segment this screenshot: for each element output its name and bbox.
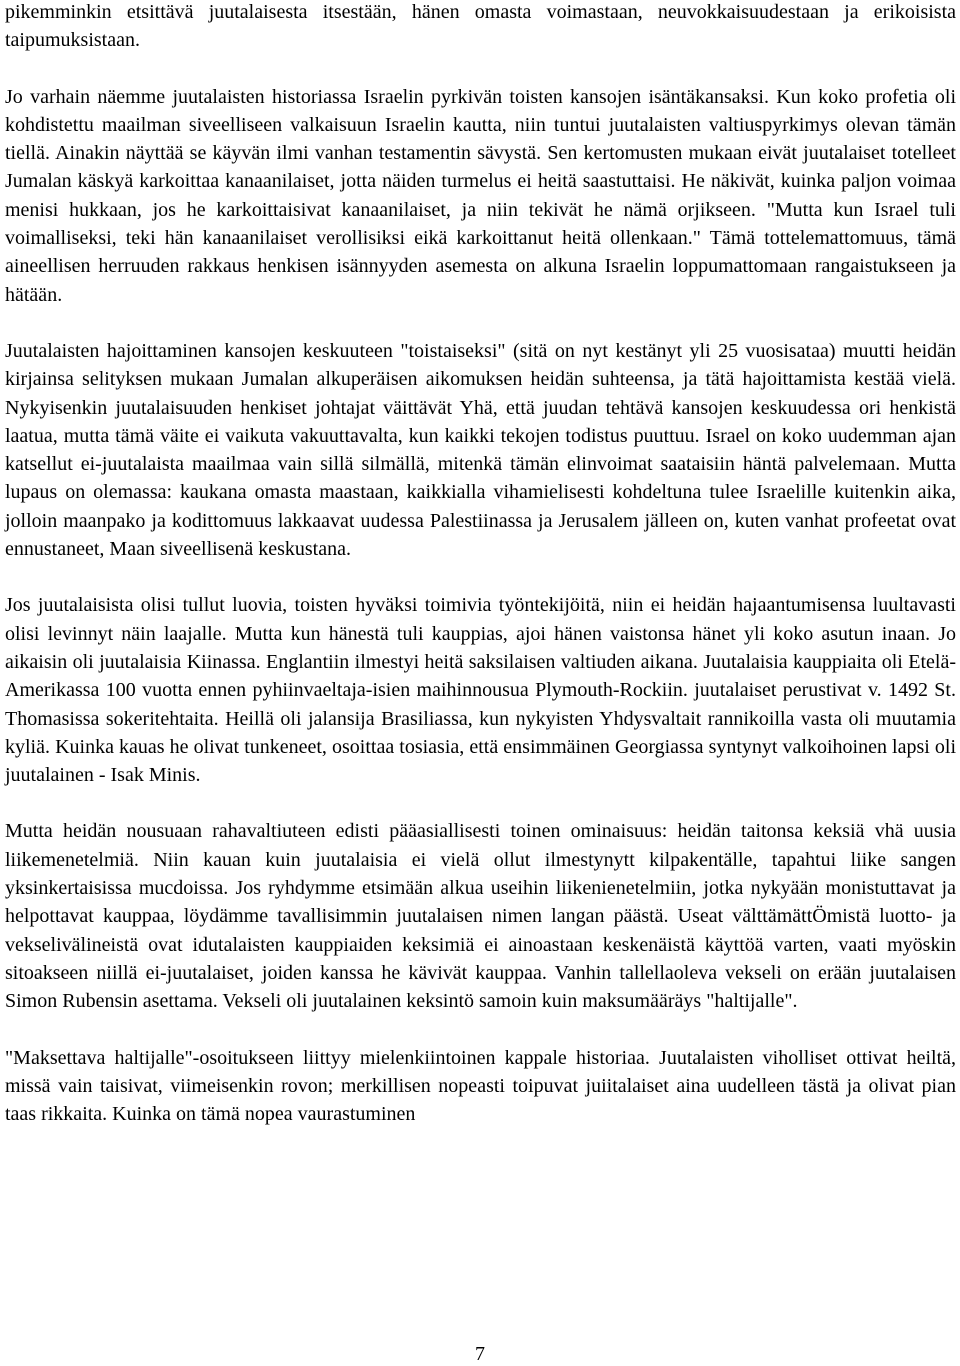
paragraph: Jo varhain näemme juutalaisten historiassa Israelin pyrkivän toisten kansojen isäntäkansaksi. Kun koko profetia oli kohdistettu maailman siveelliseen valkaisuun Israelin kautta, niin tuntui juutalaisten valtiuspyrkimys olevan tämän tiellä. Ainakin näyttää se käyvän ilmi vanhan testamentin sävystä. Sen kertomusten mukaan eivät juutalaiset totelleet Jumalan käskyä karkoittaa kanaanilaiset, jotta näiden turmelus ei heitä saastuttaisi. He näkivät, kuinka paljon voimaa menisi hukkaan, jos he karkoittaisivat kanaanilaiset, ja niin tekivät he nämä orjikseen. "Mutta kun Israel tuli voimalliseksi, teki hän kanaanilaiset verollisiksi eikä karkoittanut heitä ollenkaan." Tämä tottelemattomuus, tämä aineellisen herruuden rakkaus henkisen isännyyden asemesta on alkuna Israelin loppumattomaan rangaistukseen ja hätään.: [5, 85, 956, 306]
document-page: [5, 0, 956, 1128]
paragraph: Jos juutalaisista olisi tullut luovia, toisten hyväksi toimivia työntekijöitä, niin ei heidän hajaantumisensa luultavasti olisi levinnyt näin laajalle. Mutta kun hänestä tuli kauppias, ajoi hänen vaistonsa hänet yli koko asutun inaan. Jo aikaisin oli juutalaisia Kiinassa. Englantiin ilmestyi heitä saksilaisen valtiuden aikana. Juutalaisia kauppiaita oli Etelä-Amerikassa 100 vuotta ennen pyhiinvaeltaja-isien maihinnousua Plymouth-Rockiin. juutalaiset perustivat v. 1492 St. Thomasissa sokeritehtaita. Heillä oli jalansija Brasiliassa, kun nykyisten Yhdysvaltait rannikoilla vasta oli muutamia kyliä. Kuinka kauas he olivat tunkeneet, osoittaa tosiasia, että ensimmäinen Georgiassa syntynyt valkoihoinen lapsi oli juutalainen - Isak Minis.: [5, 594, 956, 787]
paragraph: "Maksettava haltijalle"-osoitukseen liittyy mielenkiintoinen kappale historiaa. Juutalaisten viholliset ottivat heiltä, missä vain taisivat, viimeisenkin rovon; merkillisen nopeasti toipuvat juiitalaiset aina uudelleen tästä ja olivat pian taas rikkaita. Kuinka on tämä nopea vaurastuminen: [5, 1046, 956, 1126]
paragraph: Juutalaisten hajoittaminen kansojen keskuuteen "toistaiseksi" (sitä on nyt kestänyt yli 25 vuosisataa) muutti heidän kirjainsa selityksen mukaan Jumalan alkuperäisen aikomuksen heidän suhteensa, ja tätä hajoittamista kestää vielä. Nykyisenkin juutalaisuuden henkiset johtajat väittävät Yhä, että juudan tehtävä kansojen keskuudessa ori henkistä laatua, mutta tämä väite ei vaikuta vakuuttavalta, kun kaikki tekojen todistus puuttuu. Israel on koko uudemman ajan katsellut ei-juutalaista maailmaa vain sillä silmällä, mitenkä tämän elinvoimat saataisiin häntä palvelemaan. Mutta lupaus on olemassa: kaukana omasta maastaan, kaikkialla vihamielisesti kohdeltuna tulee Israelille kuitenkin aika, jolloin maanpako ja kodittomuus lakkaavat uudessa Palestiinassa ja Jerusalem jälleen on, kuten vanhat profeetat ovat ennustaneet, Maan siveellisenä keskustana.: [5, 339, 956, 561]
page-number: 7: [475, 1343, 485, 1365]
paragraph: Mutta heidän nousuaan rahavaltiuteen edisti pääasiallisesti toinen ominaisuus: heidän taitonsa keksiä vhä uusia liikemenetelmiä. Niin kauan kuin juutalaisia ei vielä ollut ilmestynytt kilpakentälle, tapahtui liike sangen yksinkertaisissa mucdoissa. Jos ryhdymme etsimään alkua useihin liikenienetelmiin, jotka nykyään monistuttavat ja helpottavat kauppaa, löydämme tavallisimmin juutalaisen nimen langan päästä. Useat välttämättÖmistä luotto- ja vekselivälineistä ovat idutalaisten kauppiaiden keksimiä ei ainoastaan keskenäistä käyttöä varten, vaati myöskin sitoakseen niillä ei-juutalaiset, joiden kanssa he kävivät kauppaa. Vanhin tallellaoleva vekseli on erään juutalaisen Simon Rubensin asettama. Vekseli oli juutalainen keksintö samoin kuin maksumääräys "haltijalle".: [5, 820, 956, 1013]
paragraph: pikemminkin etsittävä juutalaisesta itsestään, hänen omasta voimastaan, neuvokkaisuudestaan ja erikoisista taipumuksistaan.: [5, 1, 956, 52]
